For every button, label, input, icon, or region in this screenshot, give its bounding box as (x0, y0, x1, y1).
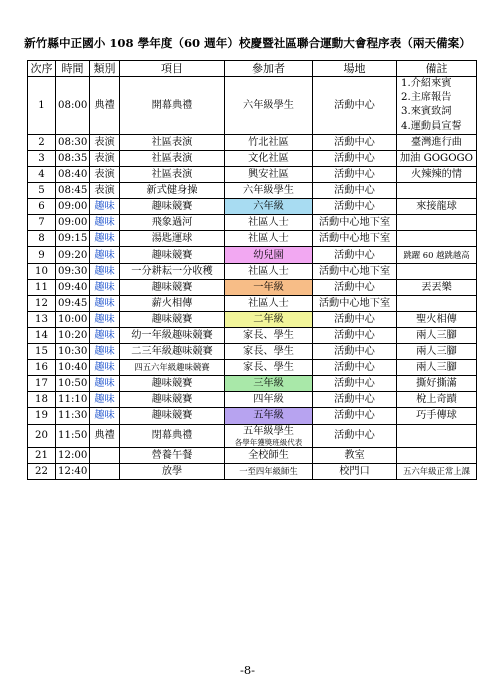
cell-item: 趣味競賽 (120, 376, 225, 392)
cell-venue: 活動中心 (313, 424, 397, 447)
cell-participants (225, 424, 313, 447)
cell-time: 11:50 (56, 424, 90, 447)
cell-order: 13 (28, 311, 56, 327)
cell-notes: 聖火相傳 (397, 311, 477, 327)
cell-participants: 全校師生 (225, 447, 313, 463)
cell-time: 08:35 (56, 150, 90, 166)
cell-notes: 巧手傳球 (397, 408, 477, 424)
cell-type: 趣味 (90, 376, 120, 392)
cell-participants: 竹北社區 (225, 134, 313, 150)
cell-time: 09:15 (56, 231, 90, 247)
table-row (28, 183, 477, 199)
cell-participants: 一年級 (225, 279, 313, 295)
table-row (28, 327, 477, 343)
header-venue: 場地 (313, 61, 397, 77)
cell-item: 趣味競賽 (120, 199, 225, 215)
cell-participants: 家長、學生 (225, 344, 313, 360)
cell-venue: 活動中心地下室 (313, 231, 397, 247)
cell-participants: 六年級學生 (225, 77, 313, 135)
cell-notes (397, 77, 477, 135)
cell-notes (397, 263, 477, 279)
cell-venue: 活動中心 (313, 150, 397, 166)
cell-type: 趣味 (90, 311, 120, 327)
cell-order: 21 (28, 447, 56, 463)
cell-venue: 活動中心 (313, 392, 397, 408)
cell-notes (397, 183, 477, 199)
cell-participants: 文化社區 (225, 150, 313, 166)
cell-participants: 五年級 (225, 408, 313, 424)
cell-item: 湯匙運球 (120, 231, 225, 247)
cell-item: 營養午餐 (120, 447, 225, 463)
table-row (28, 392, 477, 408)
cell-order: 18 (28, 392, 56, 408)
cell-notes: 丟丟樂 (397, 279, 477, 295)
cell-order: 8 (28, 231, 56, 247)
cell-notes: 跳躍 60 越跳越高 (397, 247, 477, 263)
cell-participants: 家長、學生 (225, 360, 313, 376)
header-participants: 參加者 (225, 61, 313, 77)
cell-notes (397, 424, 477, 447)
cell-notes: 五六年級正常上課 (397, 463, 477, 479)
cell-type: 趣味 (90, 408, 120, 424)
cell-item: 社區表演 (120, 134, 225, 150)
cell-item: 放學 (120, 463, 225, 479)
cell-time: 08:00 (56, 77, 90, 135)
cell-participants: 四年級 (225, 392, 313, 408)
cell-type: 趣味 (90, 295, 120, 311)
cell-notes: 撕好撕滿 (397, 376, 477, 392)
table-header-row (28, 61, 477, 77)
cell-order: 17 (28, 376, 56, 392)
cell-item: 趣味競賽 (120, 247, 225, 263)
cell-type: 表演 (90, 150, 120, 166)
cell-order: 9 (28, 247, 56, 263)
table-row (28, 447, 477, 463)
cell-time: 11:10 (56, 392, 90, 408)
cell-notes: 加油 GOGOGO (397, 150, 477, 166)
cell-notes: 兩人三腳 (397, 360, 477, 376)
table-row (28, 295, 477, 311)
cell-participants: 社區人士 (225, 215, 313, 231)
cell-time: 10:30 (56, 344, 90, 360)
cell-venue: 活動中心 (313, 199, 397, 215)
cell-type: 趣味 (90, 344, 120, 360)
table-row (28, 311, 477, 327)
cell-item: 社區表演 (120, 167, 225, 183)
table-row (28, 215, 477, 231)
cell-item: 開幕典禮 (120, 77, 225, 135)
cell-venue: 活動中心 (313, 327, 397, 343)
table-row (28, 150, 477, 166)
cell-time: 09:00 (56, 199, 90, 215)
cell-type: 趣味 (90, 279, 120, 295)
cell-item: 趣味競賽 (120, 392, 225, 408)
cell-notes (397, 231, 477, 247)
cell-type (90, 463, 120, 479)
cell-type: 趣味 (90, 215, 120, 231)
notes-list (399, 77, 474, 134)
table-row (28, 77, 477, 135)
table-row (28, 199, 477, 215)
cell-order: 6 (28, 199, 56, 215)
cell-type: 趣味 (90, 263, 120, 279)
cell-participants: 三年級 (225, 376, 313, 392)
cell-venue: 活動中心 (313, 344, 397, 360)
schedule-rows (28, 77, 477, 480)
cell-venue: 活動中心 (313, 279, 397, 295)
cell-notes: 兩人三腳 (397, 327, 477, 343)
cell-type: 表演 (90, 167, 120, 183)
table-row (28, 134, 477, 150)
cell-participants: 社區人士 (225, 295, 313, 311)
cell-notes: 梲上奇蹟 (397, 392, 477, 408)
cell-order: 2 (28, 134, 56, 150)
cell-venue: 活動中心 (313, 77, 397, 135)
notes-list-item: 4.運動員宣誓 (401, 120, 462, 132)
cell-time: 08:40 (56, 167, 90, 183)
cell-item: 一分耕耘一分收穫 (120, 263, 225, 279)
cell-order: 5 (28, 183, 56, 199)
cell-item: 二三年級趣味競賽 (120, 344, 225, 360)
cell-order: 10 (28, 263, 56, 279)
table-row (28, 424, 477, 447)
schedule-table (27, 60, 477, 480)
cell-time: 10:00 (56, 311, 90, 327)
cell-order: 4 (28, 167, 56, 183)
cell-type (90, 447, 120, 463)
cell-item: 趣味競賽 (120, 279, 225, 295)
cell-venue: 活動中心 (313, 408, 397, 424)
cell-order: 14 (28, 327, 56, 343)
cell-item: 飛象過河 (120, 215, 225, 231)
cell-venue: 活動中心地下室 (313, 295, 397, 311)
cell-participants: 社區人士 (225, 263, 313, 279)
cell-time: 08:30 (56, 134, 90, 150)
table-row (28, 344, 477, 360)
header-item: 項目 (120, 61, 225, 77)
table-row (28, 463, 477, 479)
cell-time: 12:00 (56, 447, 90, 463)
cell-venue: 校門口 (313, 463, 397, 479)
header-time: 時間 (56, 61, 90, 77)
table-row (28, 408, 477, 424)
cell-order: 12 (28, 295, 56, 311)
cell-order: 20 (28, 424, 56, 447)
cell-venue: 活動中心 (313, 167, 397, 183)
cell-notes: 火辣辣的情 (397, 167, 477, 183)
cell-time: 09:20 (56, 247, 90, 263)
cell-venue: 活動中心 (313, 360, 397, 376)
cell-order: 11 (28, 279, 56, 295)
cell-time: 09:45 (56, 295, 90, 311)
table-row (28, 279, 477, 295)
notes-list-item: 3.來賓致詞 (401, 106, 452, 118)
cell-order: 19 (28, 408, 56, 424)
header-order: 次序 (28, 61, 56, 77)
cell-notes: 臺灣進行曲 (397, 134, 477, 150)
cell-time: 09:00 (56, 215, 90, 231)
cell-order: 16 (28, 360, 56, 376)
cell-participants: 六年級 (225, 199, 313, 215)
cell-participants: 社區人士 (225, 231, 313, 247)
cell-venue: 活動中心 (313, 376, 397, 392)
cell-order: 22 (28, 463, 56, 479)
cell-type: 趣味 (90, 392, 120, 408)
cell-type: 典禮 (90, 77, 120, 135)
cell-item: 社區表演 (120, 150, 225, 166)
cell-time: 09:40 (56, 279, 90, 295)
cell-notes (397, 295, 477, 311)
cell-participants: 幼兒園 (225, 247, 313, 263)
cell-participants: 六年級學生 (225, 183, 313, 199)
notes-list-item: 1.介紹來賓 (401, 78, 452, 89)
cell-notes (397, 215, 477, 231)
cell-participants: 家長、學生 (225, 327, 313, 343)
header-type: 類別 (90, 61, 120, 77)
cell-participants: 一至四年級師生 (225, 463, 313, 479)
cell-item: 薪火相傳 (120, 295, 225, 311)
cell-venue: 活動中心 (313, 134, 397, 150)
cell-time: 10:20 (56, 327, 90, 343)
cell-type: 趣味 (90, 247, 120, 263)
cell-item: 閉幕典禮 (120, 424, 225, 447)
cell-time: 12:40 (56, 463, 90, 479)
table-row (28, 376, 477, 392)
table-row (28, 263, 477, 279)
cell-venue: 活動中心地下室 (313, 263, 397, 279)
cell-notes: 兩人三腳 (397, 344, 477, 360)
participants-main: 五年級學生 (243, 425, 294, 437)
cell-item: 新式健身操 (120, 183, 225, 199)
cell-type: 典禮 (90, 424, 120, 447)
cell-time: 10:40 (56, 360, 90, 376)
cell-time: 10:50 (56, 376, 90, 392)
cell-order: 3 (28, 150, 56, 166)
cell-order: 7 (28, 215, 56, 231)
table-row (28, 247, 477, 263)
notes-list-item: 2.主席報告 (401, 92, 452, 104)
cell-time: 11:30 (56, 408, 90, 424)
table-row (28, 231, 477, 247)
participants-sub: 各學年獲獎班級代表 (234, 437, 303, 447)
cell-order: 1 (28, 77, 56, 135)
header-notes: 備註 (397, 61, 477, 77)
cell-type: 表演 (90, 183, 120, 199)
cell-venue: 活動中心 (313, 311, 397, 327)
cell-venue: 活動中心地下室 (313, 215, 397, 231)
cell-type: 趣味 (90, 199, 120, 215)
cell-venue: 活動中心 (313, 183, 397, 199)
table-row (28, 360, 477, 376)
cell-venue: 教室 (313, 447, 397, 463)
cell-notes: 來接龍球 (397, 199, 477, 215)
cell-type: 表演 (90, 134, 120, 150)
cell-item: 趣味競賽 (120, 311, 225, 327)
table-row (28, 167, 477, 183)
cell-venue: 活動中心 (313, 247, 397, 263)
cell-type: 趣味 (90, 231, 120, 247)
cell-time: 09:30 (56, 263, 90, 279)
page-number: -8- (239, 663, 256, 677)
cell-time: 08:45 (56, 183, 90, 199)
cell-item: 四五六年級趣味競賽 (120, 360, 225, 376)
cell-item: 趣味競賽 (120, 408, 225, 424)
cell-type: 趣味 (90, 327, 120, 343)
cell-type: 趣味 (90, 360, 120, 376)
cell-participants: 興安社區 (225, 167, 313, 183)
cell-item: 幼一年級趣味競賽 (120, 327, 225, 343)
cell-notes (397, 447, 477, 463)
document-title: 新竹縣中正國小 108 學年度（60 週年）校慶暨社區聯合運動大會程序表（兩天備案） (24, 36, 471, 50)
cell-order: 15 (28, 344, 56, 360)
cell-participants: 二年級 (225, 311, 313, 327)
